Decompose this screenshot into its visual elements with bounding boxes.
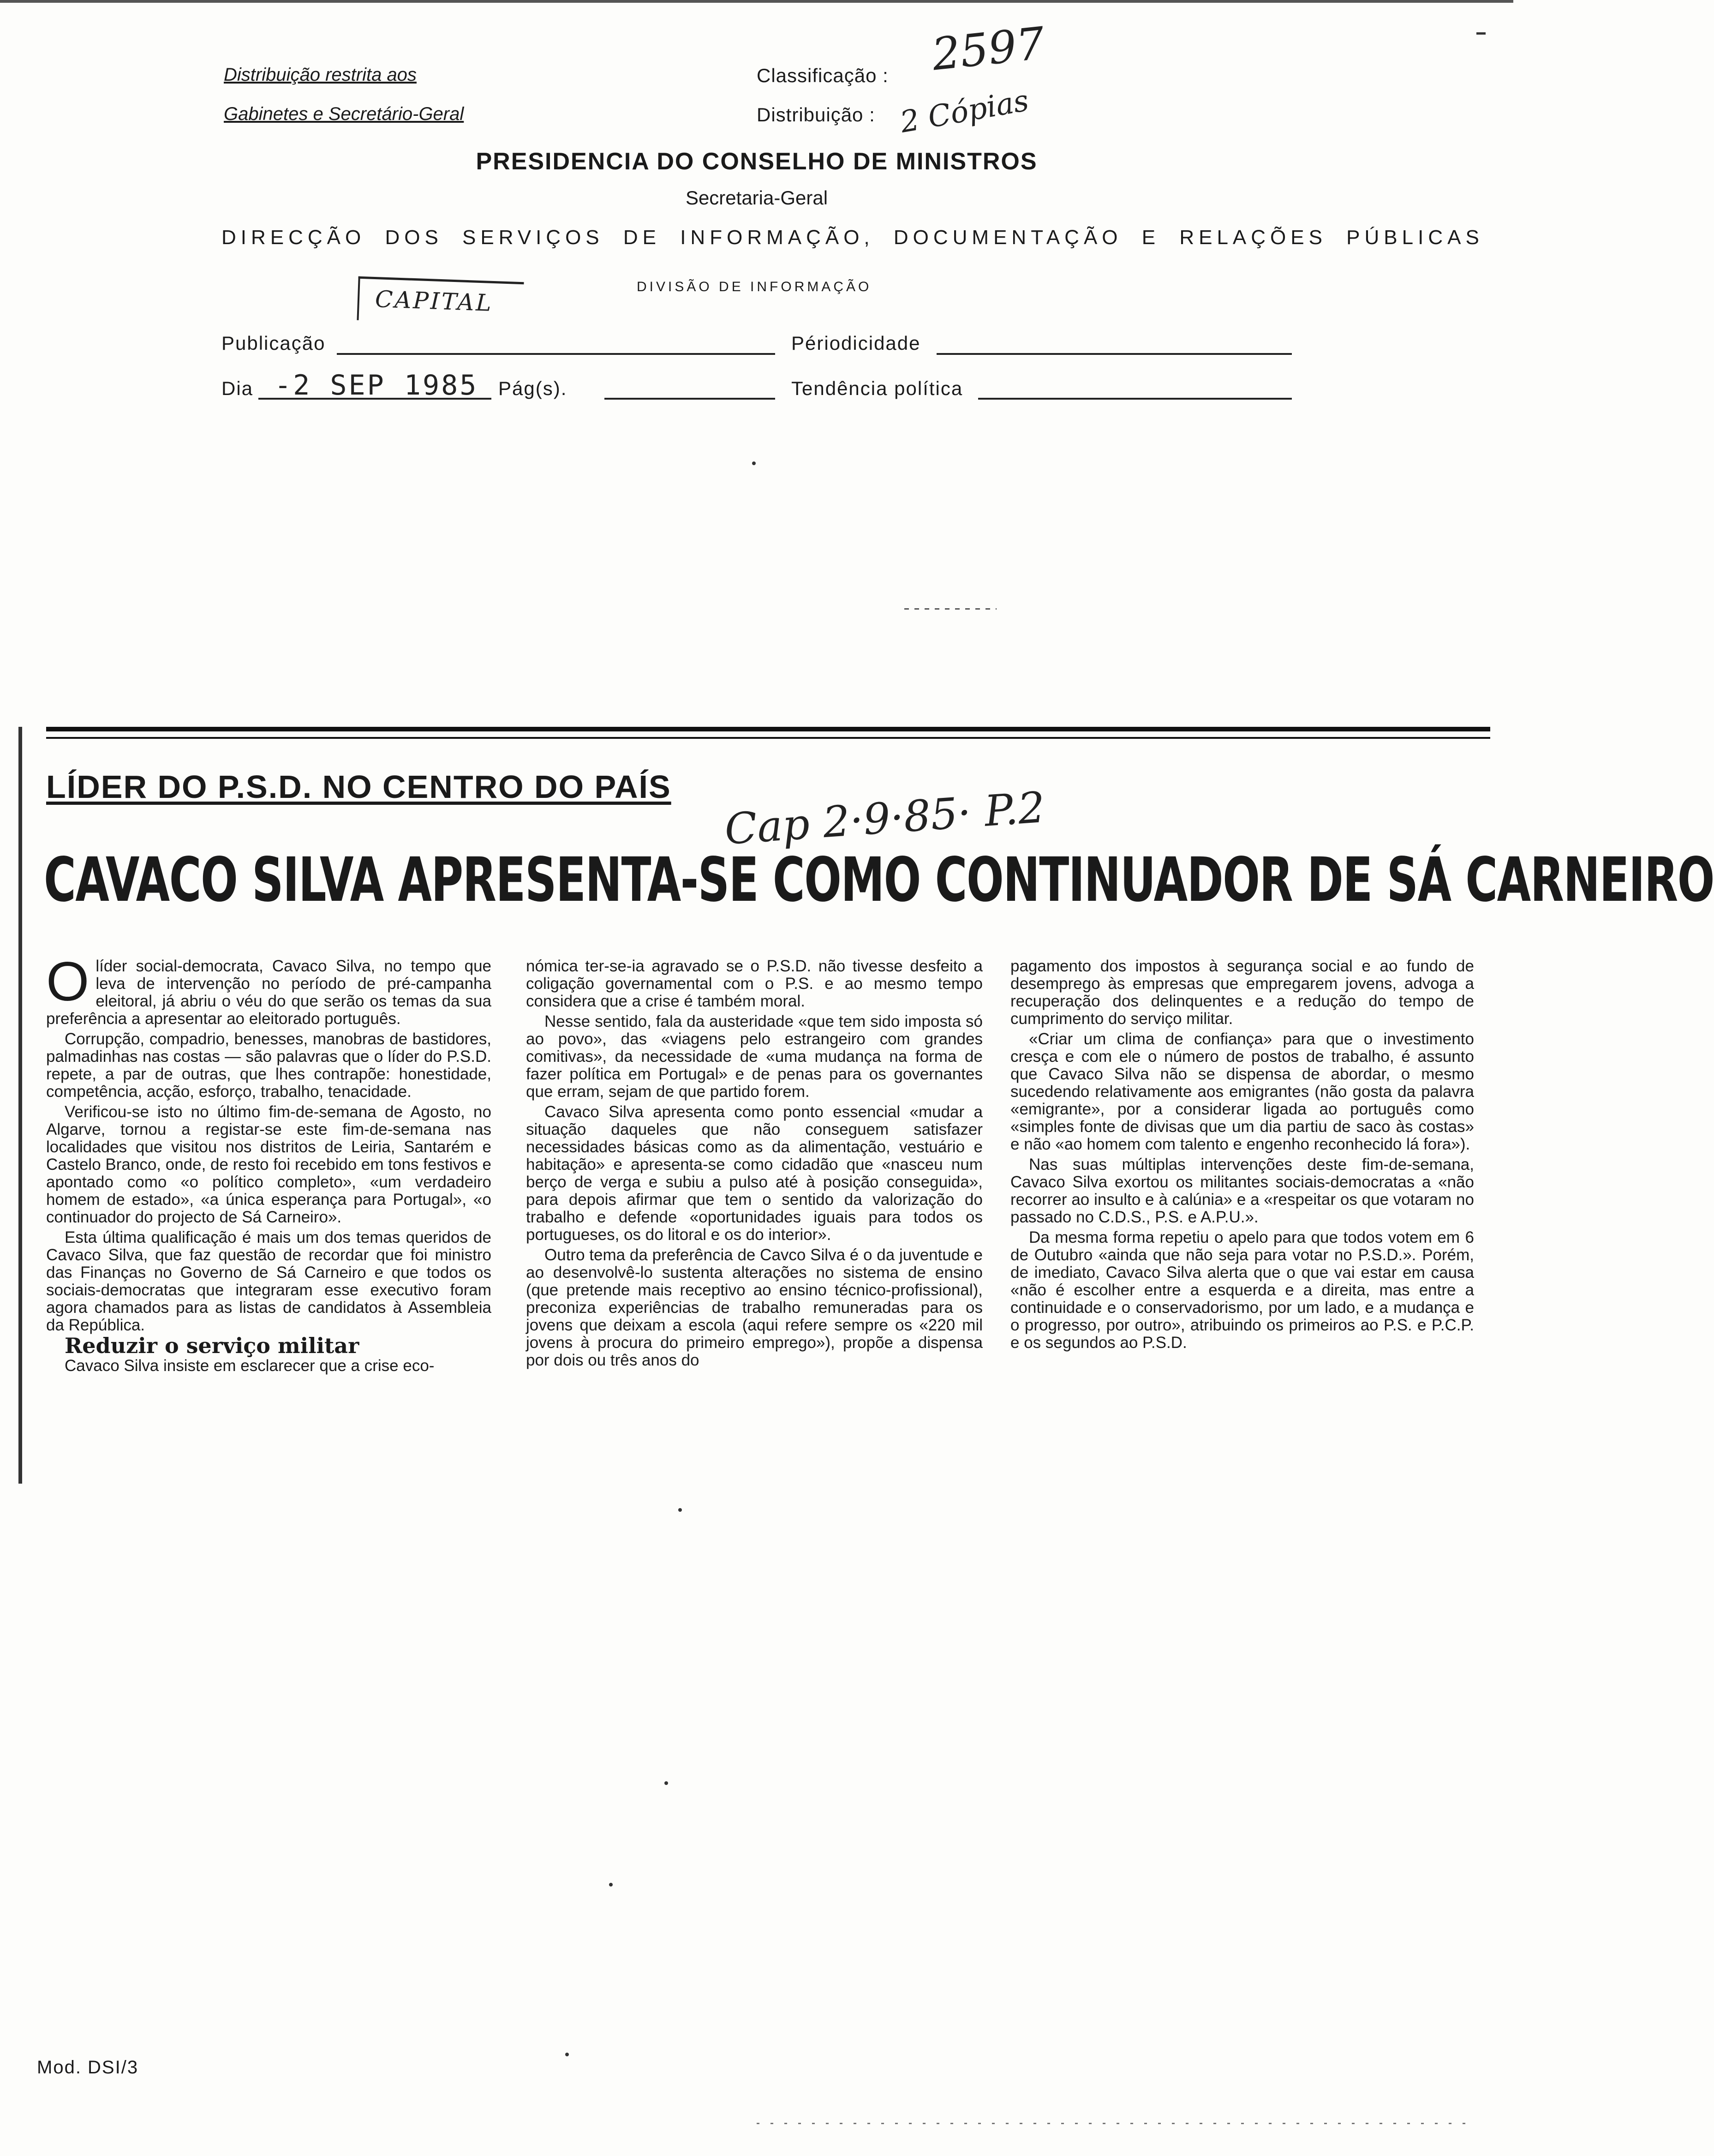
col1-paragraph-1: líder social-democrata, Cavaco Silva, no tempo que leva de intervenção no período de pré-campanha eleitoral, já abriu o véu do que serão os temas da sua preferência a apresentar ao eleitorado português. [46,957,491,1028]
col2-paragraph-1: nómica ter-se-ia agravado se o P.S.D. não tivesse desfeito a coligação governamental com o P.S. e ao mesmo tempo considera que a crise é também moral. [526,957,983,1010]
capital-stamp-text: CAPITAL [375,286,494,317]
dropcap: O [46,951,90,1012]
restricted-line-2: Gabinetes e Secretário-Geral [224,104,464,124]
col2-paragraph-2: Nesse sentido, fala da austeridade «que tem sido imposta só ao povo», das «viagens pelo estrangeiro com grandes comitivas», da necessidade de «uma mudança na forma de fazer política em Portugal» e de penas para os governantes que erram, sejam de que partido forem. [526,1012,983,1101]
col3-paragraph-2: «Criar um clima de confiança» para que o investimento cresça e com ele o número de postos de trabalho, é assunto que Cavaco Silva não se dispensa de abordar, o mesmo sucedendo relativamente aos emigrantes (não gosta da palavra «emigrante», por a considerar ligada ao português como «simples fonte de divisas que um dia partiu de saco às costas» e não «ao homem com talento e engenho reconhecido lá fora»). [1010,1030,1474,1153]
scan-top-edge [0,0,1513,3]
model-code: Mod. DSI/3 [37,2057,139,2078]
article-kicker: LÍDER DO P.S.D. NO CENTRO DO PAÍS [46,769,671,805]
capital-stamp [357,276,524,326]
corner-mark [1476,32,1486,35]
org-title: PRESIDENCIA DO CONSELHO DE MINISTROS [476,148,1038,175]
col3-paragraph-3: Nas suas múltiplas intervenções deste fim-de-semana, Cavaco Silva exortou os militantes sociais-democratas a «não recorrer ao insulto e à calúnia» e a «respeitar os que votaram no passado no C.D.S., P.S. e A.P.U.». [1010,1156,1474,1226]
classification-label: Classificação : [757,65,889,86]
clipping-top-rule [46,727,1490,731]
division-title: DIVISÃO DE INFORMAÇÃO [637,279,872,294]
directorate-title: DIRECÇÃO DOS SERVIÇOS DE INFORMAÇÃO, DOCUMENTAÇÃO E RELAÇÕES PÚBLICAS [221,226,1484,249]
article-column-2 [526,958,983,1372]
dia-label: Dia [221,377,254,399]
scan-speck [664,1781,668,1785]
article-column-1 [46,951,491,1377]
distribution-label: Distribuição : [757,104,875,126]
scan-speck [678,1508,682,1512]
scan-speck [609,1883,613,1886]
col3-paragraph-4: Da mesma forma repetiu o apelo para que todos votem em 6 de Outubro «ainda que não seja para votar no P.S.D.». Porém, de imediato, Cavaco Silva alerta que o que vai estar em causa «não é escolher entre a esquerda e a direita, mas entre a continuidade e o conservadorismo, por um lado, e a mudança e o progresso, por outro», atribuindo os primeiros ao P.S. e P.C.P. e os segundos ao P.S.D. [1010,1228,1474,1352]
col1-paragraph-2: Corrupção, compadrio, benesses, manobras de bastidores, palmadinhas nas costas — são palavras que o líder do P.S.D. repete, a par de outras, que lhes contrapõe: honestidade, competência, acção, esforço, trabalho, tenacidade. [46,1030,491,1101]
classification-value: 2597 [929,17,1047,81]
periodicidade-field [937,353,1292,355]
distribution-value: 2 Cópias [897,84,1032,140]
col1-paragraph-5: Cavaco Silva insiste em esclarecer que a crise eco- [65,1357,435,1375]
col3-paragraph-1: pagamento dos impostos à segurança social e ao fundo de desemprego às empresas que empregarem jovens, advoga a recuperação dos delinquentes e a redução do tempo de cumprimento do serviço militar. [1010,957,1474,1028]
col1-paragraph-4: Esta última qualificação é mais um dos temas queridos de Cavaco Silva, que faz questão de recordar que foi ministro das Finanças no Governo de Sá Carneiro e que todos os sociais-democratas que integraram esse executivo foram agora chamados para as listas de candidatos à Assembleia da República. [46,1228,491,1334]
col2-paragraph-3: Cavaco Silva apresenta como ponto essencial «mudar a situação daqueles que não conseguem satisfazer necessidades básicas como as da alimentação, vestuário e habitação» e apresenta-se como cidadão que «nasceu num berço de verga e subiu a pulso até à posição conseguida», para depois afirmar que tem o sentido da valorização do trabalho e defende «oportunidades iguais para todos os portugueses, os do litoral e os do interior». [526,1103,983,1244]
scan-dashes-bottom [757,2123,1467,2124]
col2-paragraph-4: Outro tema da preferência de Cavco Silva é o da juventude e ao desenvolvê-lo sustenta alterações no sistema de ensino (que pretende mais receptivo ao ensino técnico-profissional), preconiza experiências de trabalho remuneradas para os jovens que deixam a escola (aqui refere sempre os «220 mil jovens à procura do primeiro emprego»), propõe a dispensa por dois ou três anos do [526,1246,983,1369]
article-headline: CAVACO SILVA APRESENTA-SE COMO CONTINUADOR DE SÁ CARNEIRO [44,844,1714,916]
tendencia-label: Tendência política [791,377,963,399]
scan-dashes [904,608,997,610]
scan-speck [565,2053,569,2056]
tendencia-field [978,398,1292,400]
pags-field [604,398,775,400]
col1-paragraph-3: Verificou-se isto no último fim-de-semana de Agosto, no Algarve, tornou a registar-se este fim-de-semana nas localidades que visitou nos distritos de Leiria, Santarém e Castelo Branco, onde, de resto foi recebido em tons festivos e apontado como «o político completo», «um verdadeiro homem de estado», «a única esperança para Portugal», «o continuador do projecto de Sá Carneiro». [46,1103,491,1226]
publicacao-label: Publicação [221,332,326,354]
col1-subhead: Reduzir o serviço militar [65,1333,359,1358]
periodicidade-label: Périodicidade [791,332,921,354]
pags-label: Pág(s). [498,377,567,399]
article-column-3 [1010,958,1474,1354]
scan-speck [752,461,756,465]
publicacao-field [337,353,775,355]
handwritten-note: Cap 2·9·85· P.2 [723,782,1047,855]
org-subtitle: Secretaria-Geral [685,187,828,209]
clipping-left-edge [18,727,22,1484]
date-stamp: -2 SEP 1985 [275,369,478,401]
clipping-top-rule-thin [46,737,1490,739]
restricted-line-1: Distribuição restrita aos [224,65,417,85]
